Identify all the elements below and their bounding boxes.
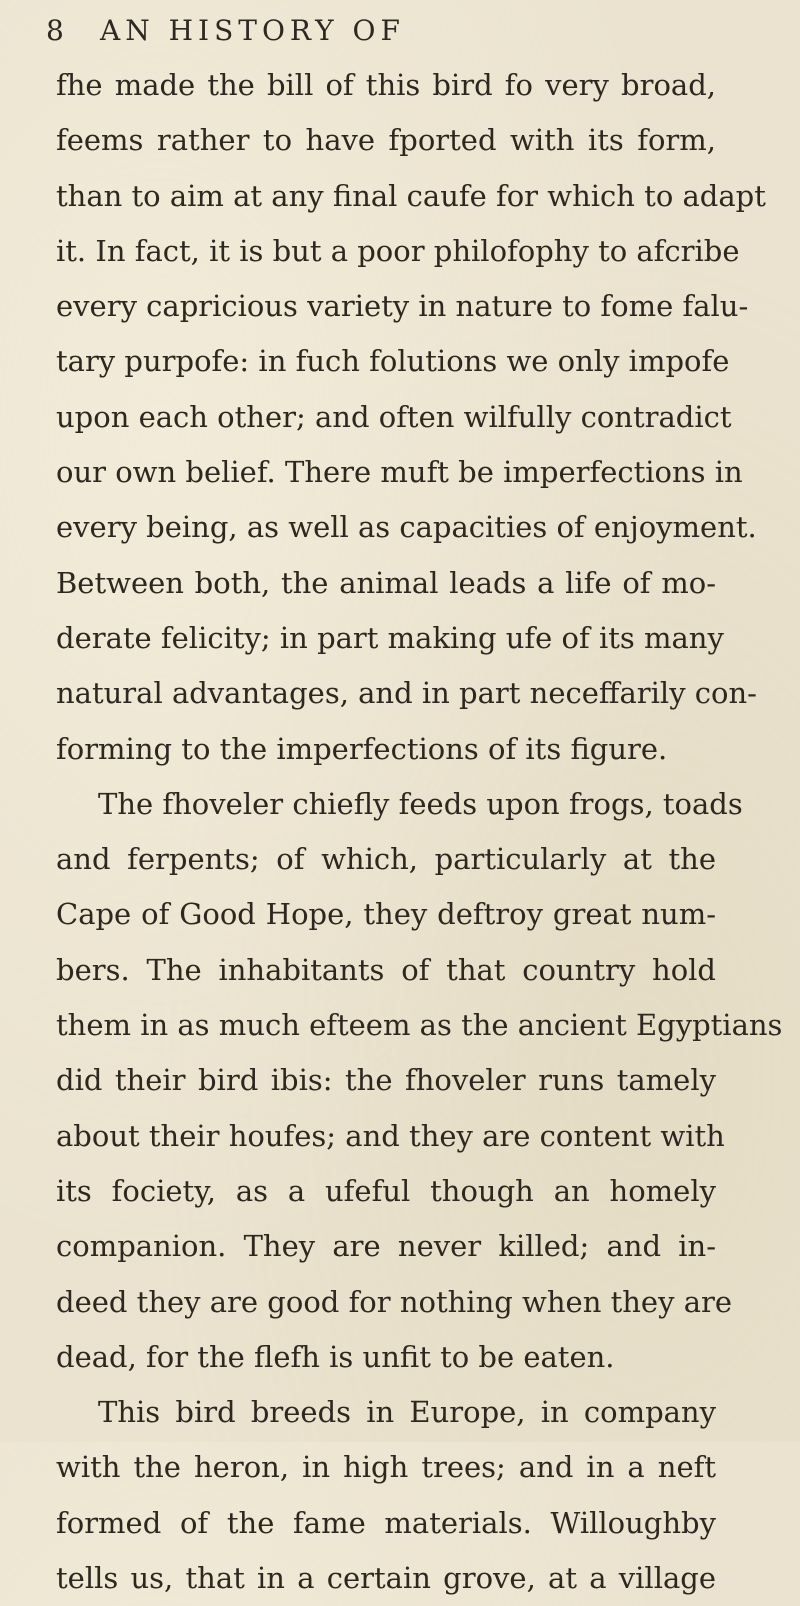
text-line: with the heron, in high trees; and in a neft	[56, 1450, 716, 1485]
text-line: and ferpents; of which, particularly at the	[56, 842, 716, 877]
page-header-title: AN HISTORY OF	[100, 14, 405, 47]
text-line: fhe made the bill of this bird fo very broad,	[56, 68, 716, 102]
text-line: Cape of Good Hope, they deftroy great num-	[56, 897, 716, 932]
text-line: Between both, the animal leads a life of mo-	[56, 565, 716, 600]
text-line: upon each other; and often wilfully contradict	[56, 399, 732, 434]
running-head	[46, 14, 746, 54]
text-line: This bird breeds in Europe, in company	[98, 1395, 716, 1430]
text-line: its fociety, as a ufeful though an homely	[56, 1173, 716, 1208]
text-line: natural advantages, and in part neceffarily con-	[56, 676, 757, 711]
text-line: feems rather to have fported with its form,	[56, 123, 716, 158]
text-line: formed of the fame materials. Willoughby	[56, 1505, 716, 1540]
text-line: bers. The inhabitants of that country hold	[56, 952, 716, 987]
text-line: The fhoveler chiefly feeds upon frogs, toads	[98, 786, 743, 821]
text-line: every capricious variety in nature to fome falu-	[56, 289, 749, 324]
text-line: them in as much efteem as the ancient Egyptians	[56, 1008, 783, 1043]
text-line: deed they are good for nothing when they are	[56, 1284, 733, 1319]
text-line: every being, as well as capacities of enjoyment.	[56, 510, 757, 545]
page-number: 8	[46, 14, 69, 47]
text-line: tells us, that in a certain grove, at a village	[56, 1561, 716, 1596]
text-line: forming to the imperfections of its figure.	[56, 731, 668, 766]
text-line: tary purpofe: in fuch folutions we only impofe	[56, 344, 730, 379]
body-text	[56, 58, 783, 1606]
text-line: companion. They are never killed; and in-	[56, 1229, 716, 1264]
text-line: did their bird ibis: the fhoveler runs tamely	[56, 1063, 716, 1098]
text-line: derate felicity; in part making ufe of its many	[56, 620, 724, 655]
text-line: our own belief. There muft be imperfections in	[56, 455, 743, 490]
text-line: than to aim at any final caufe for which to adapt	[56, 178, 766, 213]
text-line: dead, for the flefh is unfit to be eaten.	[56, 1339, 615, 1374]
text-line: about their houfes; and they are content with	[56, 1118, 725, 1153]
text-line: it. In fact, it is but a poor philofophy to afcribe	[56, 233, 740, 268]
